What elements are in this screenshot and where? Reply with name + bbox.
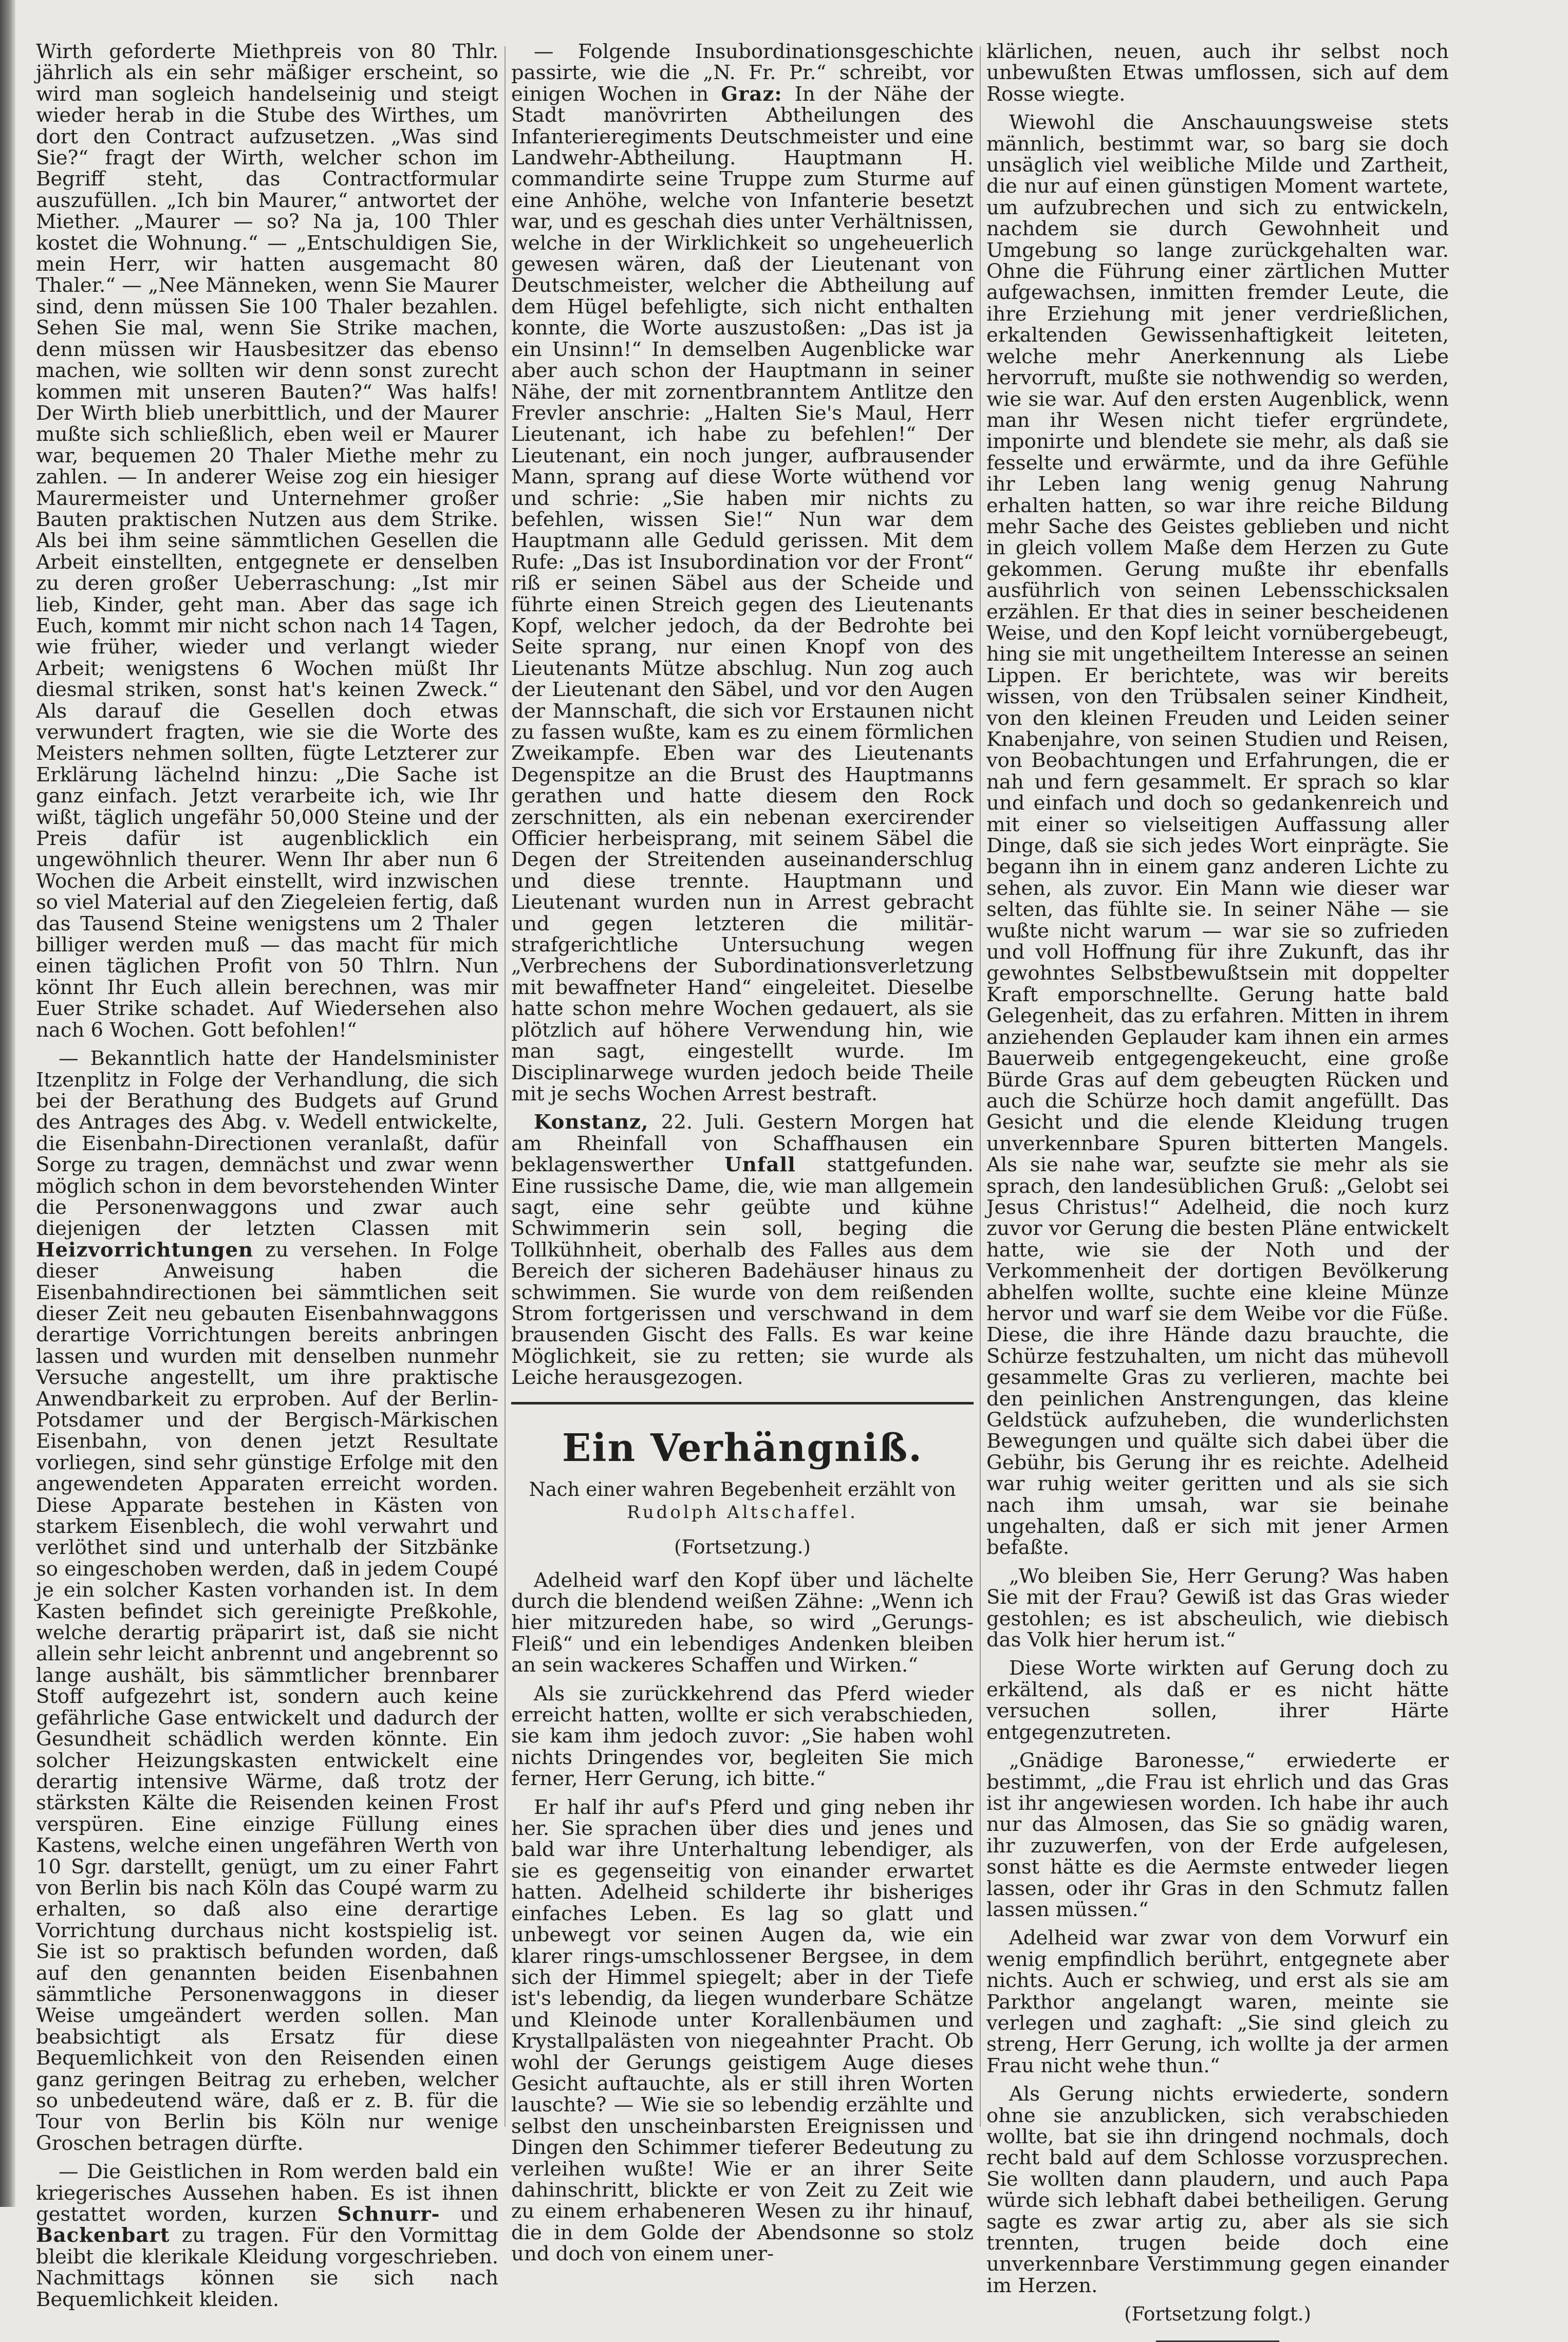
bold-keyword: Unfall xyxy=(724,1153,796,1177)
bold-keyword: Backenbart xyxy=(36,2224,170,2247)
column-3 xyxy=(986,41,1449,2342)
story-paragraph: Als Gerung nichts erwiederte, sondern ohne sie anzublicken, sich verabschieden wollte, bat sie ihn dringend nochmals, doch recht bald auf dem Schlosse vorzusprechen. Sie wollten dann plaudern, und auch Papa würde sich lebhaft dabei betheiligen. Gerung sagte es zwar artig zu, aber als sie sich trennten, trugen beide doch eine unverkennbare Verstimmung gegen einander im Herzen. xyxy=(986,2083,1449,2297)
story-paragraph: Als sie zurückkehrend das Pferd wieder erreicht hatten, wollte er sich verabschieden, sie kam ihm jedoch zuvor: „Sie haben wohl nichts Dringendes vor, begleiten Sie mich ferner, Herr Gerung, ich bitte.“ xyxy=(511,1682,974,1791)
text-run: — Bekanntlich hatte der Handelsminister Itzenplitz in Folge der Verhandlung, die sich bei der Berathung des Budgets auf Grund des Antrages des Abg. v. Wedell entwickelte, die Eisenbahn-Directionen veranlaßt, dafür Sorge zu tragen, demnächst und zwar wenn möglich schon in dem bevorstehenden Winter die Personenwaggons und zwar auch diejenigen der letzten Classen mit xyxy=(36,1047,498,1241)
column-2 xyxy=(511,41,974,2272)
column-rule xyxy=(505,46,506,2127)
text-run: und xyxy=(460,2203,498,2226)
end-rule xyxy=(1156,2340,1279,2342)
bold-place: Graz: xyxy=(721,82,782,106)
story-title: Ein Verhängniß. xyxy=(562,1426,923,1470)
section-divider xyxy=(511,1402,974,1404)
column-rule xyxy=(980,46,981,2127)
page-gutter-shadow xyxy=(0,0,15,2207)
story-paragraph: Adelheid warf den Kopf über und lächelte durch die blendend weißen Zähne: „Wenn ich hier mitzureden habe, so wird „Gerungs-Fleiß“ und ein lebendiges Andenken bleiben an sein wackeres Schaffen und Wirken.“ xyxy=(511,1568,974,1677)
story-paragraph: „Wo bleiben Sie, Herr Gerung? Was haben Sie mit der Frau? Gewiß ist das Gras wieder gestohlen; es ist abscheulich, wie diebisch das Volk hier herum ist.“ xyxy=(986,1564,1449,1652)
newspaper-page xyxy=(31,40,1546,2326)
column-1 xyxy=(36,41,498,2317)
story-paragraph: Wiewohl die Anschauungsweise stets männlich, bestimmt war, so barg sie doch unsäglich viel weibliche Milde und Zartheit, die nur auf einen günstigen Moment wartete, um aufzubrechen und sich zu entwickeln, nachdem sie durch Gewohnheit und Umgebung so lange zurückgehalten war. Ohne die Führung einer zärtlichen Mutter aufgewachsen, inmitten fremder Leute, die ihre Erziehung mit jener verdrießlichen, erkaltenden Gewissenhaftigkeit leiteten, welche mehr Anerkennung als Liebe hervorruft, mußte sie nothwendig so werden, wie sie war. Auf den ersten Augenblick, wenn man ihr Wesen nicht tiefer ergründete, imponirte und blendete sie mehr, als daß sie fesselte und erwärmte, und da ihre Gefühle ihr Leben lang wenig genug Nahrung erhalten hatten, so war ihre reiche Bildung mehr Sache des Geistes geblieben und nicht in gleich vollem Maße dem Herzen zu Gute gekommen. Gerung mußte ihr ebenfalls ausführlich von seinen Lebensschicksalen erzählen. Er that dies in seiner bescheidenen Weise, und den Kopf leicht vornübergebeugt, hing sie mit ungetheiltem Interesse an seinen Lippen. Er berichtete, was wir bereits wissen, von den Trübsalen seiner Kindheit, von den kleinen Freuden und Leiden seiner Knabenjahre, von seinen Studien und Reisen, von Beobachtungen und Erfahrungen, die er nah und fern gesammelt. Er sprach so klar und einfach und doch so gedankenreich und mit einer so vielseitigen Auffassung aller Dinge, daß sie sich jedes Wort einprägte. Sie begann ihn in einem ganz anderen Lichte zu sehen, als zuvor. Ein Mann wie dieser war selten, das fühlte sie. In seiner Nähe — sie wußte nicht warum — war sie so zufrieden und voll Hoffnung für ihre Zukunft, das ihr gewohntes Selbstbewußtsein mit doppelter Kraft emporschnellte. Gerung hatte bald Gelegenheit, das zu erfahren. Mitten in ihrem anziehenden Geplauder kam ihnen ein armes Bauerweib entgegengekeucht, eine große Bürde Gras auf dem gebeugten Rücken und auch die Schürze hoch damit angefüllt. Das Gesicht und die elende Kleidung trugen unverkennbare Spuren bitterten Mangels. Als sie nahe war, seufzte sie mehr als sie sprach, den landesüblichen Gruß: „Gelobt sei Jesus Christus!“ Adelheid, die noch kurz zuvor vor Gerung die besten Pläne entwickelt hatte, wie sie der Noth und der Verkommenheit der dortigen Bevölkerung abhelfen wollte, suchte eine kleine Münze hervor und warf sie dem Weibe vor die Füße. Diese, die ihre Hände dazu brauchte, die Schürze festzuhalten, um nicht das mühevoll gesammelte Gras zu verlieren, machte bei den peinlichen Anstrengungen, das kleine Geldstück aufzuheben, die wunderlichsten Bewegungen und quälte sich dabei über die Gebühr, bis Gerung ihr es reichte. Adelheid war ruhig weiter geritten und als sie sich nach ihm umsah, war sie beinahe ungehalten, daß er sich mit jener Armen befaßte. xyxy=(986,111,1449,1560)
text-run: In der Nähe der Stadt manövrirten Abtheilungen des Infanterieregiments Deutschmeister und eine Landwehr-Abtheilung. Hauptmann H. commandirte seine Truppe zum Sturme auf eine Anhöhe, welche von Infanterie besetzt war, und es geschah dies unter Verhältnissen, welche in der Wirklichkeit so ungeheuerlich gewesen wären, daß der Lieutenant von Deutschmeister, welcher die Abtheilung auf dem Hügel befehligte, sich nicht enthalten konnte, die Worte auszustoßen: „Das ist ja ein Unsinn!“ In demselben Augenblicke war aber auch schon der Hauptmann in seiner Nähe, der mit zornentbranntem Antlitze den Frevler anschrie: „Halten Sie's Maul, Herr Lieutenant, ich habe zu befehlen!“ Der Lieutenant, ein noch junger, aufbrausender Mann, sprang auf diese Worte wüthend vor und schrie: „Sie haben mir nichts zu befehlen, wissen Sie!“ Nun war dem Hauptmann alle Geduld gerissen. Mit dem Rufe: „Das ist Insubordination vor der Front“ riß er seinen Säbel aus der Scheide und führte einen Streich gegen des Lieutenants Kopf, welcher jedoch, da der Bedrohte bei Seite sprang, nur einen Knopf von des Lieutenants Mütze abschlug. Nun zog auch der Lieutenant den Säbel, und vor den Augen der Mannschaft, die sich vor Erstaunen nicht zu fassen wußte, kam es zu einem förmlichen Zweikampfe. Eben war des Lieutenants Degenspitze an die Brust des Hauptmanns gerathen und hatte diesem den Rock zerschnitten, als ein nebenan exercirender Officier herbeisprang, mit seinem Säbel die Degen der Streitenden auseinanderschlug und diese trennte. Hauptmann und Lieutenant wurden nun in Arrest gebracht und gegen letzteren die militär-strafgerichtliche Untersuchung wegen „Verbrechens der Subordinationsverletzung mit bewaffneter Hand“ eingeleitet. Dieselbe hatte schon mehre Wochen gedauert, als sie plötzlich auf höhere Verwendung hin, wie man sagt, eingestellt wurde. Im Disciplinarwege wurden jedoch beide Theile mit je sechs Wochen Arrest bestraft. xyxy=(511,82,974,1106)
story-paragraph: klärlichen, neuen, auch ihr selbst noch unbewußten Etwas umflossen, sich auf dem Rosse wiegte. xyxy=(986,40,1449,106)
story-paragraph: Er half ihr auf's Pferd und ging neben ihr her. Sie sprachen über dies und jenes und bald war ihre Unterhaltung lebendiger, als sie es gegenseitig von einander erwartet hatten. Adelheid schilderte ihr bisheriges einfaches Leben. Es lag so glatt und unbewegt vor seinen Augen da, wie ein klarer rings-umschlossener Bergsee, in dem sich der Himmel spiegelt; aber in der Tiefe ist's lebendig, da liegen wunderbare Schätze und Kleinode unter Korallenbäumen und Krystallpalästen von niegeahnter Pracht. Ob wohl der Gerungs geistigem Auge dieses Gesicht auftauchte, als er still ihren Worten lauschte? — Wie sie so lebendig erzählte und selbst den unscheinbarsten Ereignissen und Dingen den Schimmer tieferer Bedeutung zu verleihen wußte! Wie er an ihrer Seite dahinschritt, blickte er von Zeit zu Zeit wie zu einem erhabeneren Wesen zu ihr hinauf, die in dem Golde der Abendsonne so stolz und doch von einem uner- xyxy=(511,1795,974,2266)
text-run: — Die Geistlichen in Rom werden bald ein kriegerisches Aussehen haben. Es ist ihnen gestattet worden, kurzen xyxy=(36,2160,498,2226)
text-run: zu versehen. In Folge dieser Anweisung haben die Eisenbahndirectionen bei sämmtlichen seit dieser Zeit neu gebauten Eisenbahnwaggons derartige Vorrichtungen bereits anbringen lassen und wurden mit denselben nunmehr Versuche angestellt, um ihre praktische Anwendbarkeit zu erproben. Auf der Berlin-Potsdamer und der Bergisch-Märkischen Eisenbahn, von denen jetzt Resultate vorliegen, sind sehr günstige Erfolge mit den angewendeten Apparaten erreicht worden. Diese Apparate bestehen in Kästen von starkem Eisenblech, die wohl verwahrt und verlöthet sind und unterhalb der Sitzbänke so eingeschoben werden, daß in jedem Coupé je ein solcher Kasten vorhanden ist. In dem Kasten befindet sich gereinigte Preßkohle, welche derartig präparirt ist, daß sie nicht allein sehr leicht anbrennt und angebrennt so lange aushält, bis sämmtlicher brennbarer Stoff aufgezehrt ist, sondern auch keine gefährliche Gase entwickelt und dadurch der Gesundheit schädlich werden könnte. Ein solcher Heizungskasten entwickelt eine derartig intensive Wärme, daß trotz der stärksten Kälte die Reisenden keinen Frost verspüren. Eine einzige Füllung eines Kastens, welche einen ungefähren Werth von 10 Sgr. darstellt, genügt, um zu einer Fahrt von Berlin bis nach Köln das Coupé warm zu erhalten, so daß also eine derartige Vorrichtung durchaus nicht kostspielig ist. Sie ist so praktisch befunden worden, daß auf den genannten beiden Eisenbahnen sämmtliche Personenwaggons in dieser Weise umgeändert werden sollen. Man beabsichtigt als Ersatz für diese Bequemlichkeit von den Reisenden einen ganz geringen Beitrag zu erheben, welcher so unbedeutend wäre, daß er z. B. für die Tour von Berlin bis Köln nur wenige Groschen betragen dürfte. xyxy=(36,1238,498,2155)
story-continuation-label: (Fortsetzung.) xyxy=(674,1535,811,1558)
story-subtitle: Nach einer wahren Begebenheit erzählt von xyxy=(529,1478,956,1501)
text-run: stattgefunden. Eine russische Dame, die, wie man allgemein sagt, eine sehr geübte und kühne Schwimmerin sein soll, beging die Tollkühnheit, oberhalb des Falles aus dem Bereich der sicheren Badehäuser hinaus zu schwimmen. Sie wurde von dem reißenden Strom fortgerissen und verschwand in dem brausenden Gischt des Falls. Es war keine Möglichkeit, sie zu retten; sie wurde als Leiche herausgezogen. xyxy=(511,1153,974,1390)
to-be-continued: (Fortsetzung folgt.) xyxy=(1124,2303,1311,2326)
text-run: — Folgende Insubordinationsgeschichte passirte, wie die „N. Fr. Pr.“ schreibt, vor einigen Wochen in xyxy=(511,40,974,106)
story-paragraph: „Gnädige Baronesse,“ erwiederte er bestimmt, „die Frau ist ehrlich und das Gras ist ihr angewiesen worden. Ich habe ihr auch nur das Almosen, das Sie so gnädig waren, ihr zuzuwerfen, von der Erde aufgelesen, sonst hätte es die Aermste entweder liegen lassen, oder ihr Gras in den Schmutz fallen lassen müssen.“ xyxy=(986,1749,1449,1921)
article-rome-clergy xyxy=(36,2161,498,2310)
text-run: 22. Juli. Gestern Morgen hat am Rheinfall von Schaffhausen ein beklagenswerther xyxy=(511,1111,974,1177)
bold-keyword: Schnurr- xyxy=(337,2203,440,2226)
text-run: zu tragen. Für den Vormittag bleibt die klerikale Kleidung vorgeschrieben. Nachmittags können sie sich nach Bequemlichkeit kleiden. xyxy=(36,2224,498,2311)
article-konstanz-accident xyxy=(511,1112,974,1388)
story-author: Rudolph Altschaffel. xyxy=(627,1502,858,1523)
story-paragraph: Adelheid war zwar von dem Vorwurf ein wenig empfindlich berührt, entgegnete aber nichts. Auch er schwieg, und erst als sie am Parkthor angelangt waren, meinte sie verlegen und zaghaft: „Sie sind gleich zu streng, Herr Gerung, ich wollte ja der armen Frau nicht wehe thun.“ xyxy=(986,1926,1449,2077)
article-strike-rent: Wirth geforderte Miethpreis von 80 Thlr. jährlich als ein sehr mäßiger erscheint, so wird man sogleich handelseinig und steigt wieder herab in die Stube des Wirthes, um dort den Contract aufzusetzen. „Was sind Sie?“ fragt der Wirth, welcher schon im Begriff steht, das Contractformular auszufüllen. „Ich bin Maurer,“ antwortet der Miether. „Maurer — so? Na ja, 100 Thler kostet die Wohnung.“ — „Entschuldigen Sie, mein Herr, wir hatten ausgemacht 80 Thaler.“ — „Nee Männeken, wenn Sie Maurer sind, denn müssen Sie 100 Thaler bezahlen. Sehen Sie mal, wenn Sie Strike machen, denn müssen wir Hausbesitzer das ebenso machen, wie sollten wir denn sonst zurecht kommen mit unseren Bauten?“ Was halfs! Der Wirth blieb unerbittlich, und der Maurer mußte sich schließlich, eben weil er Maurer war, bequemen 20 Thaler Miethe mehr zu zahlen. — In anderer Weise zog ein hiesiger Maurermeister und Unternehmer großer Bauten praktischen Nutzen aus dem Strike. Als bei ihm seine sämmtlichen Gesellen die Arbeit einstellten, entgegnete er denselben zu deren großer Ueberraschung: „Ist mir lieb, Kinder, geht man. Aber das sage ich Euch, kommt mir nicht schon nach 14 Tagen, wie früher, wieder und verlangt wieder Arbeit; wenigstens 6 Wochen müßt Ihr diesmal striken, sonst hat's keinen Zweck.“ Als darauf die Gesellen doch etwas verwundert fragten, wie sie die Worte des Meisters nehmen sollten, fügte Letzterer zur Erklärung lächelnd hinzu: „Die Sache ist ganz einfach. Jetzt verarbeite ich, wie Ihr wißt, täglich ungefähr 50,000 Steine und der Preis dafür ist augenblicklich ein ungewöhnlich theurer. Wenn Ihr aber nun 6 Wochen die Arbeit einstellt, wird inzwischen so viel Material auf den Ziegeleien fertig, daß das Tausend Steine wenigstens um 2 Thaler billiger werden muß — das macht für mich einen täglichen Profit von 50 Thlrn. Nun könnt Ihr Euch allein berechnen, was mir Euer Strike schadet. Auf Wiedersehen also nach 6 Wochen. Gott befohlen!“ xyxy=(36,40,498,1042)
article-heating-waggons xyxy=(36,1048,498,2154)
article-graz-insubordination xyxy=(511,41,974,1104)
bold-place: Konstanz, xyxy=(534,1111,649,1134)
bold-keyword: Heizvorrichtungen xyxy=(36,1238,254,1262)
story-paragraph: Diese Worte wirkten auf Gerung doch zu erkältend, als daß er es nicht hätte versuchen sollen, ihrer Härte entgegenzutreten. xyxy=(986,1657,1449,1744)
